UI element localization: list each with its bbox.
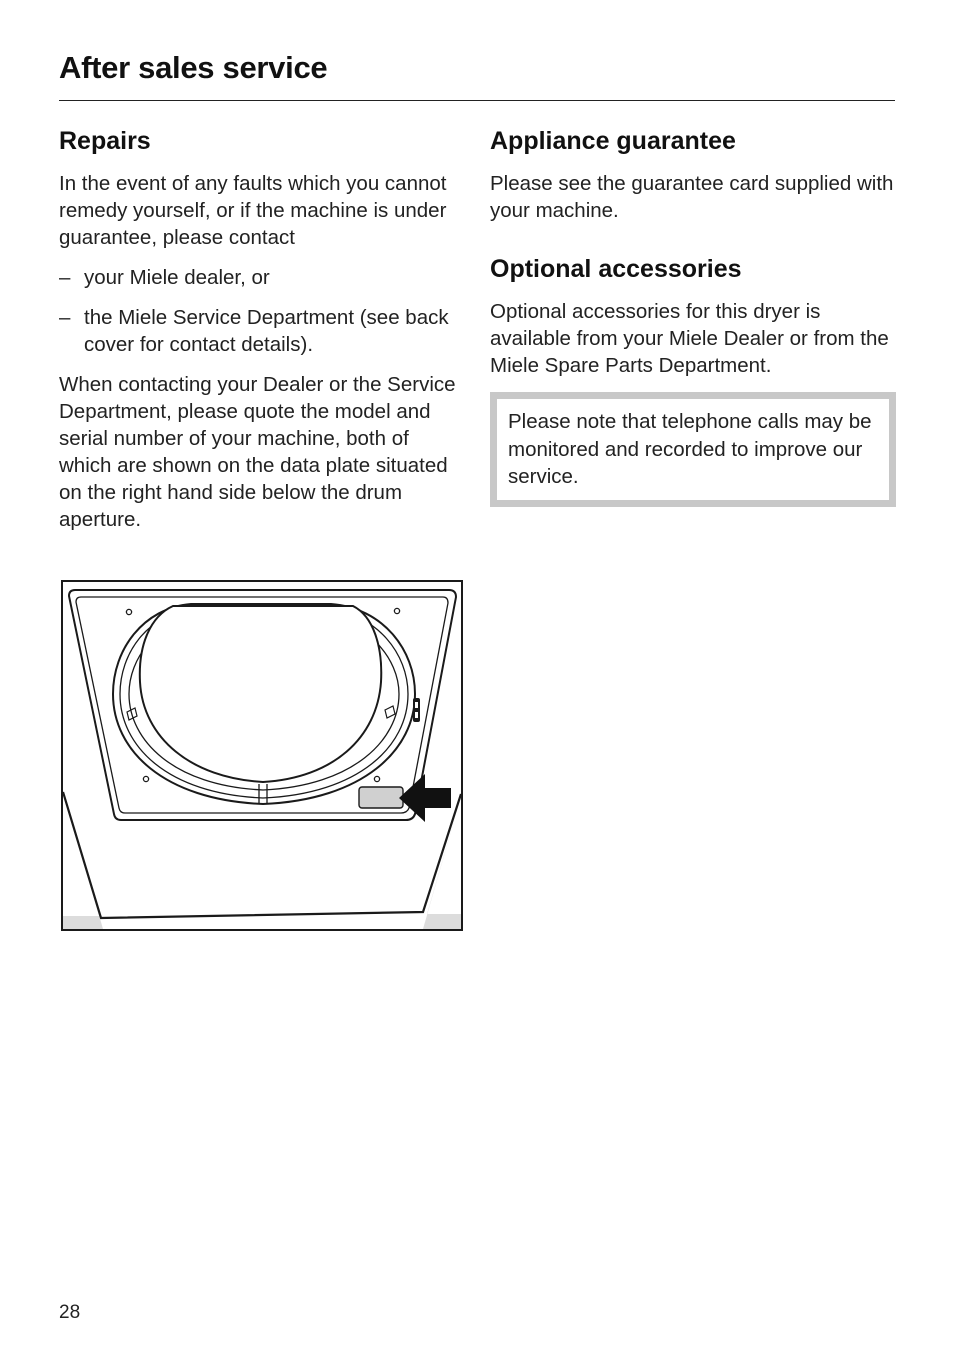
- appliance-guarantee-heading: Appliance guarantee: [490, 127, 736, 155]
- list-item-text: the Miele Service Department (see back cover for contact details).: [84, 306, 449, 356]
- repairs-contact-info: When contacting your Dealer or the Service Department, please quote the model and serial number of your machine, both of which are shown on the data plate situated on the right hand side below the drum aperture.: [59, 373, 456, 531]
- contact-list: [59, 264, 459, 358]
- right-column: [490, 126, 900, 507]
- data-plate-illustration: [61, 580, 463, 931]
- list-dash: –: [59, 266, 71, 289]
- page-title: After sales service: [59, 50, 328, 85]
- optional-accessories-heading: Optional accessories: [490, 255, 742, 283]
- door-latch: [413, 698, 420, 722]
- optional-accessories-text: Optional accessories for this dryer is available from your Miele Dealer or from the Miele Spare Parts Department.: [490, 300, 889, 377]
- list-item: [59, 304, 459, 358]
- appliance-guarantee-text: Please see the guarantee card supplied with your machine.: [490, 172, 894, 222]
- right-shaded-panel: [423, 797, 461, 929]
- list-item-text: your Miele dealer, or: [84, 266, 270, 289]
- left-column: [59, 126, 459, 533]
- page-number: 28: [59, 1302, 81, 1323]
- repairs-heading: Repairs: [59, 127, 151, 155]
- dryer-front-drawing: [63, 582, 461, 929]
- list-item: [59, 264, 459, 291]
- title-divider: [59, 100, 895, 101]
- note-box: [490, 392, 896, 507]
- list-dash: –: [59, 306, 71, 329]
- repairs-intro: In the event of any faults which you cannot remedy yourself, or if the machine is under guarantee, please contact: [59, 172, 447, 249]
- data-plate: [359, 787, 403, 808]
- note-text: Please note that telephone calls may be monitored and recorded to improve our service.: [508, 410, 872, 488]
